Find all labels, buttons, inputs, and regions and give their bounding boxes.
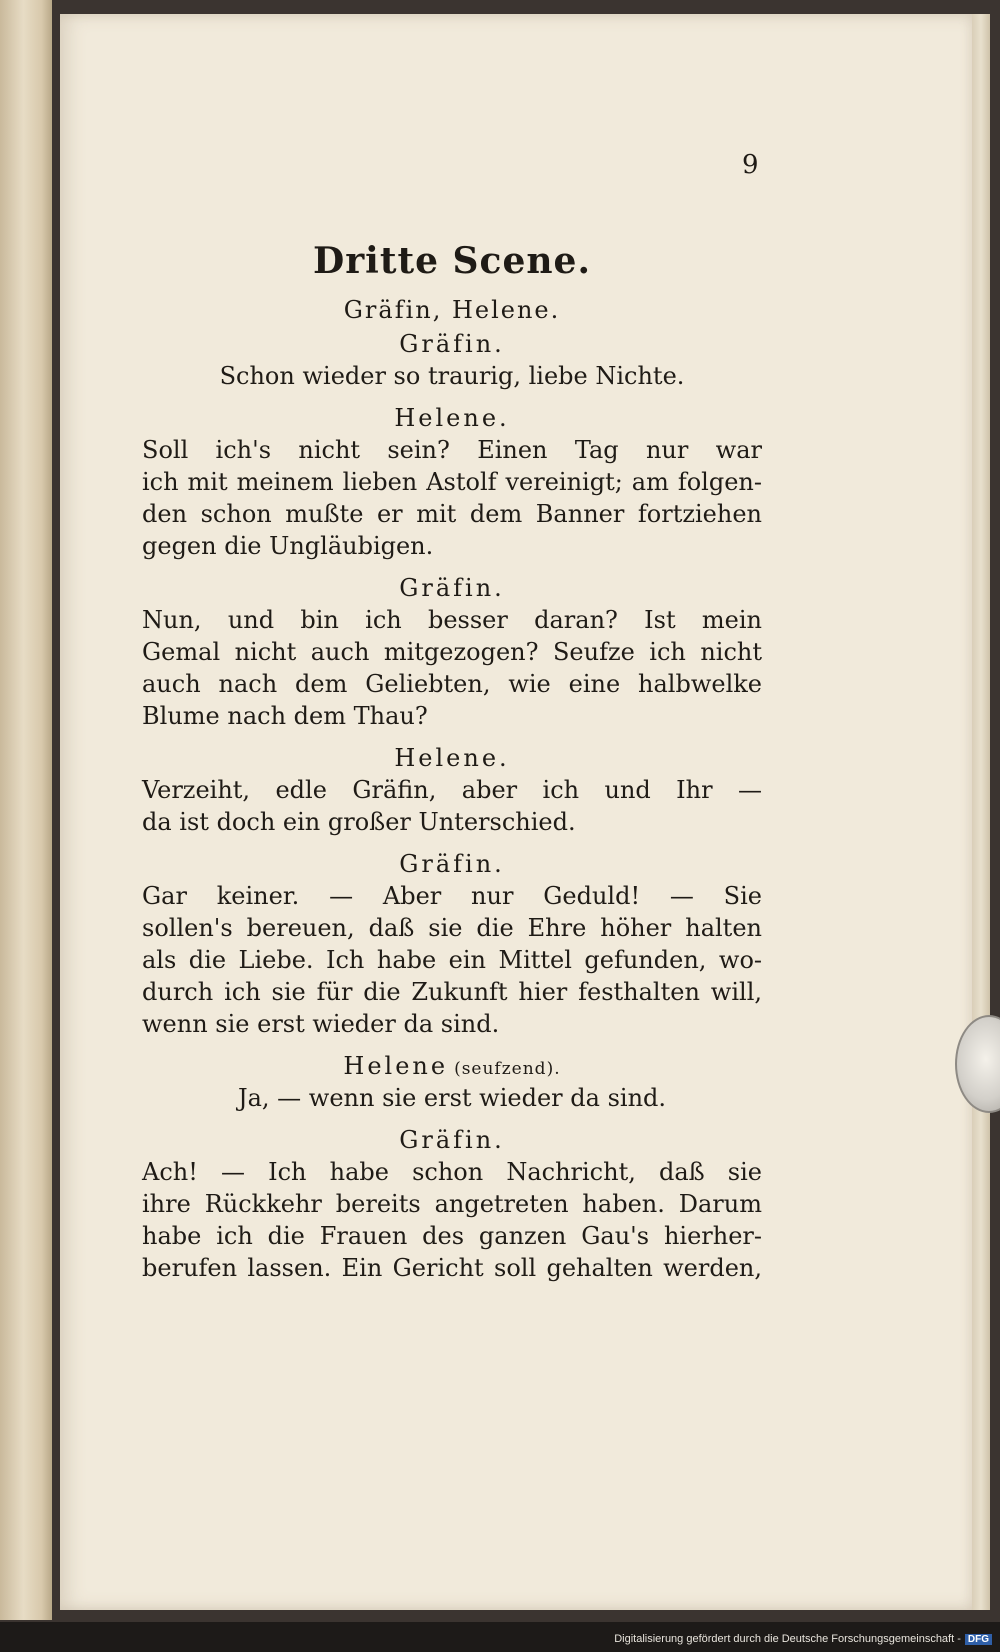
speaker-name: Helene (seufzend). — [343, 1052, 561, 1080]
speaker-name: Gräfin. — [399, 330, 505, 358]
dialogue-block — [142, 404, 762, 562]
digitization-credit — [614, 1633, 992, 1645]
dialogue-block — [142, 1126, 762, 1284]
speech — [142, 774, 762, 838]
speech — [142, 434, 762, 562]
dialogue-block — [142, 330, 762, 392]
speech — [142, 360, 762, 392]
speaker-name: Helene. — [394, 404, 510, 432]
dialogue-block — [142, 744, 762, 838]
dialogue-block — [142, 850, 762, 1040]
speech-line: auch nach dem Geliebten, wie eine halbwelke — [142, 670, 762, 698]
speech-line: ich mit meinem lieben Astolf vereinigt; am folgen- — [142, 468, 762, 496]
scene-title: Dritte Scene. — [313, 240, 591, 282]
speech-line: Nun, und bin ich besser daran? Ist mein — [142, 606, 762, 634]
speech — [142, 604, 762, 732]
speech-line: Ach! — Ich habe schon Nachricht, daß sie — [142, 1158, 762, 1186]
speech-line: Soll ich's nicht sein? Einen Tag nur war — [142, 436, 762, 464]
stage-direction: (seufzend). — [454, 1059, 561, 1079]
speech — [142, 1156, 762, 1284]
speech-line: habe ich die Frauen des ganzen Gau's hierher- — [142, 1222, 762, 1250]
previous-page-edge — [0, 0, 52, 1620]
dialogue-block — [142, 1052, 762, 1114]
speech-line: Ja, — wenn sie erst wieder da sind. — [237, 1084, 667, 1112]
speech-line: Gar keiner. — Aber nur Geduld! — Sie — [142, 882, 762, 910]
page-number: 9 — [742, 150, 759, 180]
speech — [142, 880, 762, 1040]
page-text — [142, 130, 762, 1296]
speech-line: den schon mußte er mit dem Banner fortziehen — [142, 500, 762, 528]
speech-line: Verzeiht, edle Gräfin, aber ich und Ihr — — [142, 776, 762, 804]
dfg-logo: DFG — [965, 1634, 992, 1645]
speech-line: wenn sie erst wieder da sind. — [142, 1010, 500, 1038]
speech-line: berufen lassen. Ein Gericht soll gehalten werden, — [142, 1254, 762, 1282]
speaker-name: Gräfin. — [399, 850, 505, 878]
speech-line: durch ich sie für die Zukunft hier festhalten will, — [142, 978, 762, 1006]
speech-line: sollen's bereuen, daß sie die Ehre höher halten — [142, 914, 762, 942]
speech-line: Schon wieder so traurig, liebe Nichte. — [219, 362, 685, 390]
speech-line: gegen die Ungläubigen. — [142, 532, 434, 560]
speaker-name: Gräfin. — [399, 1126, 505, 1154]
speaker-name: Helene. — [394, 744, 510, 772]
page-stack-edge — [972, 14, 990, 1610]
dialogue-block — [142, 574, 762, 732]
speech-line: als die Liebe. Ich habe ein Mittel gefunden, wo- — [142, 946, 762, 974]
speaker-name: Gräfin. — [399, 574, 505, 602]
speech-line: da ist doch ein großer Unterschied. — [142, 808, 576, 836]
credit-text: Digitalisierung gefördert durch die Deutsche Forschungsgemeinschaft - — [614, 1633, 961, 1645]
speech-line: Blume nach dem Thau? — [142, 702, 428, 730]
speech-line: ihre Rückkehr bereits angetreten haben. Darum — [142, 1190, 762, 1218]
speech-line: Gemal nicht auch mitgezogen? Seufze ich nicht — [142, 638, 762, 666]
speech — [142, 1082, 762, 1114]
scene-cast: Gräfin, Helene. — [343, 296, 561, 324]
